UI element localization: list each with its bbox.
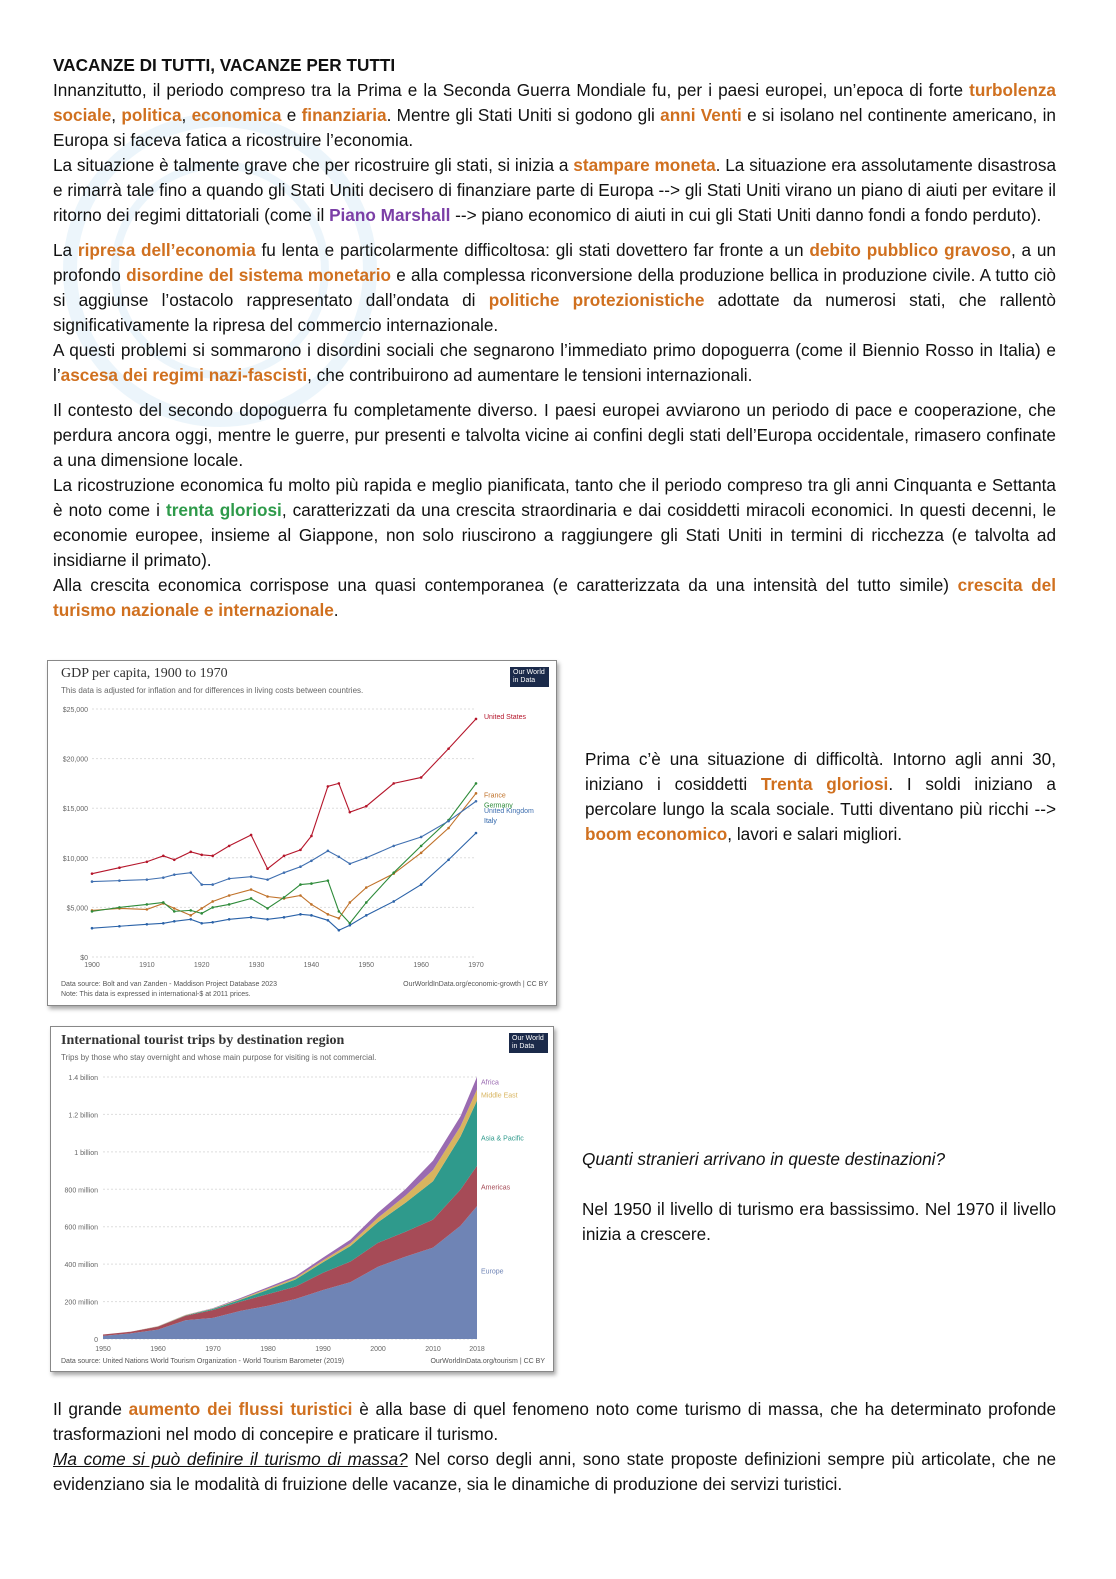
highlight: politiche protezionistiche — [488, 290, 705, 310]
data-point — [420, 776, 423, 779]
paragraph-7 — [53, 573, 1056, 623]
y-tick-label: 1.2 billion — [68, 1112, 98, 1120]
y-tick-label: $0 — [80, 955, 88, 962]
text: è alla base di quel fenomeno noto come turismo di massa, che ha determinato profonde trasformazioni nel modo di concepire e praticare il turismo. — [53, 1399, 1056, 1444]
paragraph-1 — [53, 78, 1056, 153]
x-tick-label: 1980 — [260, 1346, 276, 1353]
x-tick-label: 1970 — [205, 1346, 221, 1353]
data-point — [310, 859, 313, 862]
chart-note: Note: This data is expressed in international-$ at 2011 prices. — [61, 991, 251, 998]
data-point — [228, 877, 231, 880]
data-point — [162, 922, 165, 925]
data-point — [146, 878, 149, 881]
data-point — [283, 916, 286, 919]
data-point — [250, 888, 253, 891]
data-point — [146, 903, 149, 906]
x-tick-label: 1900 — [84, 962, 100, 969]
data-point — [162, 901, 165, 904]
data-point — [392, 871, 395, 874]
data-point — [475, 782, 478, 785]
highlight: ascesa dei regimi nazi-fascisti — [60, 365, 308, 385]
data-point — [475, 832, 478, 835]
gdp-line-chart — [48, 661, 556, 1005]
side-note-2 — [582, 1147, 1056, 1247]
x-tick-label: 1990 — [315, 1346, 331, 1353]
data-point — [392, 900, 395, 903]
data-point — [299, 883, 302, 886]
data-point — [420, 883, 423, 886]
legend-label: Germany — [484, 802, 513, 810]
text: e alla complessa riconversione della produzione bellica in produzione civile. A tutto ciò si aggiunse l’ostacolo rappresentato dall’ondata di — [53, 265, 1056, 310]
x-tick-label: 1910 — [139, 962, 155, 969]
x-tick-label: 1950 — [358, 962, 375, 969]
document-body-end — [53, 1397, 1056, 1497]
data-point — [162, 876, 165, 879]
data-point — [200, 883, 203, 886]
x-tick-label: 1920 — [193, 962, 210, 969]
data-point — [200, 854, 203, 857]
paragraph-5: Il contesto del secondo dopoguerra fu completamente diverso. I paesi europei avviarono un periodo di pace e cooperazione, che perdura ancora oggi, mentre le guerre, pur presenti e talvolta vicine ai confini degli stati dell’Europa occidentale, rimasero confinate a una dimensione locale. — [53, 400, 1056, 470]
tourism-chart-figure — [50, 1026, 554, 1372]
y-tick-label: $20,000 — [62, 756, 88, 764]
x-tick-label: 2000 — [370, 1346, 386, 1353]
data-point — [211, 921, 214, 924]
chart-subtitle: This data is adjusted for inflation and for differences in living costs between countries. — [61, 686, 364, 695]
data-point — [349, 811, 352, 814]
y-tick-label: 600 million — [64, 1224, 98, 1232]
text: , — [181, 105, 192, 125]
text: , lavori e salari migliori. — [727, 824, 903, 844]
data-point — [283, 855, 286, 858]
data-point — [173, 910, 176, 913]
data-point — [162, 855, 165, 858]
data-point — [189, 909, 192, 912]
legend-label: Africa — [481, 1079, 499, 1087]
data-point — [338, 917, 341, 920]
data-point — [349, 901, 352, 904]
text: , a un profondo — [53, 240, 1056, 285]
highlight-purple: Piano Marshall — [329, 205, 451, 225]
series-line — [92, 783, 476, 923]
data-point — [200, 912, 203, 915]
data-point — [310, 903, 313, 906]
data-point — [310, 882, 313, 885]
x-tick-label: 2018 — [469, 1346, 485, 1353]
chart-title: International tourist trips by destination region — [61, 1033, 345, 1048]
paragraph-9 — [53, 1447, 1056, 1497]
data-point — [365, 857, 368, 860]
data-point — [200, 922, 203, 925]
data-point — [420, 836, 423, 839]
paragraph-3 — [53, 238, 1056, 338]
data-point — [447, 820, 450, 823]
data-point — [283, 896, 286, 899]
legend-label: Italy — [484, 818, 497, 826]
data-point — [349, 924, 352, 927]
paragraph-6 — [53, 473, 1056, 573]
series-line — [92, 719, 476, 874]
data-point — [365, 805, 368, 808]
data-point — [118, 866, 121, 869]
text: --> piano economico di aiuti in cui gli Stati Uniti danno fondi a fondo perduto). — [450, 205, 1042, 225]
data-point — [250, 875, 253, 878]
legend-label: Middle East — [481, 1092, 518, 1100]
series-line — [92, 833, 476, 930]
data-point — [349, 862, 352, 865]
y-tick-label: $15,000 — [62, 806, 88, 814]
text: adottate da numerosi stati, che rallentò significativamente la ripresa del commercio internazionale. — [53, 290, 1056, 335]
data-point — [420, 852, 423, 855]
x-tick-label: 1930 — [248, 962, 265, 969]
text: , che contribuirono ad aumentare le tensioni internazionali. — [307, 365, 753, 385]
data-point — [173, 907, 176, 910]
data-point — [475, 800, 478, 803]
data-point — [91, 872, 94, 875]
highlight: stampare moneta — [573, 155, 716, 175]
data-point — [338, 782, 341, 785]
chart-url: OurWorldInData.org/economic-growth | CC BY — [403, 981, 548, 988]
data-point — [310, 914, 313, 917]
x-tick-label: 2010 — [425, 1346, 441, 1353]
data-point — [211, 883, 214, 886]
paragraph-8 — [53, 1397, 1056, 1447]
data-point — [118, 879, 121, 882]
data-point — [173, 920, 176, 923]
x-tick-label: 1960 — [150, 1346, 166, 1353]
data-point — [189, 914, 192, 917]
question-underlined: Ma come si può definire il turismo di massa? — [53, 1449, 408, 1469]
data-point — [338, 856, 341, 859]
data-point — [250, 834, 253, 837]
text: e — [281, 105, 302, 125]
data-point — [173, 858, 176, 861]
data-point — [299, 849, 302, 852]
document-title: VACANZE DI TUTTI, VACANZE PER TUTTI — [53, 55, 396, 75]
document-body — [53, 53, 1056, 623]
highlight: economica — [191, 105, 282, 125]
highlight: aumento dei flussi turistici — [128, 1399, 353, 1419]
data-point — [266, 878, 269, 881]
text: Il grande — [53, 1399, 129, 1419]
data-point — [266, 918, 269, 921]
highlight-green: trenta gloriosi — [165, 500, 282, 520]
chart-source: Data source: Bolt and van Zanden - Maddison Project Database 2023 — [61, 981, 277, 988]
data-point — [91, 927, 94, 930]
data-point — [200, 907, 203, 910]
data-point — [250, 916, 253, 919]
legend-label: Asia & Pacific — [481, 1135, 524, 1143]
text: fu lenta e particolarmente difficoltosa: gli stati dovettero far fronte a un — [255, 240, 810, 260]
data-point — [283, 871, 286, 874]
y-tick-label: 1.4 billion — [68, 1075, 98, 1082]
text: e si isolano nel continente americano, in Europa si faceva fatica a ricostruire l’economia. — [53, 105, 1056, 150]
y-tick-label: 200 million — [64, 1299, 98, 1307]
data-point — [146, 860, 149, 863]
data-point — [266, 867, 269, 870]
highlight: boom economico — [585, 824, 728, 844]
data-point — [173, 873, 176, 876]
text: . La situazione era assolutamente disastrosa e rimarrà tale fino a quando gli Stati Uniti decisero di finanziare parte di Europa --> gli Stati Uniti virano un piano di aiuti per evitare il ritorno dei regimi dittatoriali (come il — [53, 155, 1057, 225]
data-point — [189, 851, 192, 854]
data-point — [447, 858, 450, 861]
data-point — [420, 845, 423, 848]
highlight: politica — [121, 105, 182, 125]
data-point — [228, 894, 231, 897]
text: Nel corso degli anni, sono state proposte definizioni sempre più articolate, che ne evidenziano sia le modalità di fruizione delle vacanze, sia le dinamiche di produzione dei servizi turistici. — [53, 1449, 1057, 1494]
data-point — [338, 929, 341, 932]
data-point — [365, 886, 368, 889]
y-tick-label: 0 — [94, 1337, 98, 1344]
legend-label: Americas — [481, 1184, 511, 1192]
data-point — [299, 894, 302, 897]
text: , caratterizzati da una crescita straordinaria e dai cosiddetti miracoli economici. In questi decenni, le economie europee, insieme al Giappone, non solo riuscirono a raggiungere gli Stati Uniti in termini di ricchezza (e talvolta ad insidiarne il primato). — [53, 500, 1056, 570]
text: Innanzitutto, il periodo compreso tra la Prima e la Seconda Guerra Mondiale fu, per i paesi europei, un’epoca di forte — [53, 80, 970, 100]
data-point — [392, 782, 395, 785]
data-point — [91, 910, 94, 913]
data-point — [327, 850, 330, 853]
legend-label: United Kingdom — [484, 808, 534, 816]
legend-label: Europe — [481, 1268, 504, 1276]
highlight: debito pubblico gravoso — [809, 240, 1011, 260]
highlight: crescita del turismo nazionale e internazionale — [53, 575, 1056, 620]
owid-logo: Our World in Data — [510, 667, 549, 687]
data-point — [475, 792, 478, 795]
owid-logo: Our World in Data — [509, 1033, 548, 1053]
data-point — [146, 908, 149, 911]
x-tick-label: 1940 — [303, 962, 320, 969]
highlight: turbolenza sociale — [53, 80, 1056, 125]
chart-url: OurWorldInData.org/tourism | CC BY — [430, 1358, 545, 1365]
tourism-area-chart — [51, 1027, 553, 1371]
side-question: Quanti stranieri arrivano in queste destinazioni? — [582, 1149, 946, 1169]
data-point — [365, 901, 368, 904]
paragraph-2 — [53, 153, 1056, 228]
text: La — [53, 240, 78, 260]
data-point — [447, 827, 450, 830]
data-point — [299, 865, 302, 868]
paragraph-4 — [53, 338, 1056, 388]
data-point — [475, 718, 478, 721]
side-note-1 — [585, 747, 1056, 847]
gdp-chart-figure — [47, 660, 557, 1006]
data-point — [211, 906, 214, 909]
data-point — [299, 913, 302, 916]
highlight: ripresa dell’economia — [77, 240, 256, 260]
chart-source: Data source: United Nations World Tourism Organization - World Tourism Barometer (2019) — [61, 1358, 345, 1365]
y-tick-label: 800 million — [64, 1187, 98, 1195]
data-point — [118, 925, 121, 928]
data-point — [327, 785, 330, 788]
highlight: finanziaria — [301, 105, 387, 125]
y-tick-label: $10,000 — [62, 855, 88, 863]
side-answer: Nel 1950 il livello di turismo era bassissimo. Nel 1970 il livello inizia a crescere. — [582, 1199, 1056, 1244]
data-point — [228, 903, 231, 906]
data-point — [365, 914, 368, 917]
text: Alla crescita economica corrispose una quasi contemporanea (e caratterizzata da una intensità del tutto simile) — [53, 575, 958, 595]
data-point — [211, 900, 214, 903]
text: A questi problemi si sommarono i disordini sociali che segnarono l’immediato primo dopoguerra (come il Biennio Rosso in Italia) e l’ — [53, 340, 1056, 385]
y-tick-label: $25,000 — [62, 707, 88, 714]
data-point — [250, 897, 253, 900]
data-point — [338, 910, 341, 913]
data-point — [189, 918, 192, 921]
data-point — [146, 923, 149, 926]
chart-title: GDP per capita, 1900 to 1970 — [61, 666, 228, 681]
legend-label: France — [484, 792, 506, 800]
data-point — [327, 913, 330, 916]
data-point — [189, 871, 192, 874]
text: La ricostruzione economica fu molto più rapida e meglio pianificata, tanto che il periodo compreso tra gli anni Cinquanta e Settanta è noto come i — [53, 475, 1056, 520]
highlight: anni Venti — [660, 105, 742, 125]
data-point — [327, 919, 330, 922]
y-tick-label: 1 billion — [74, 1149, 98, 1157]
chart-subtitle: Trips by those who stay overnight and whose main purpose for visiting is not commercial. — [61, 1053, 377, 1062]
y-tick-label: 400 million — [64, 1262, 98, 1270]
text: Prima c’è una situazione di difficoltà. Intorno agli anni 30, iniziano i cosiddetti — [585, 749, 1056, 794]
y-tick-label: $5,000 — [66, 905, 88, 913]
highlight: Trenta gloriosi — [760, 774, 889, 794]
text: . Mentre gli Stati Uniti si godono gli — [386, 105, 661, 125]
data-point — [392, 845, 395, 848]
data-point — [118, 906, 121, 909]
highlight: disordine del sistema monetario — [126, 265, 392, 285]
data-point — [327, 879, 330, 882]
data-point — [266, 895, 269, 898]
x-tick-label: 1960 — [413, 962, 429, 969]
x-tick-label: 1950 — [95, 1346, 111, 1353]
data-point — [228, 845, 231, 848]
data-point — [228, 918, 231, 921]
legend-label: United States — [484, 713, 527, 721]
data-point — [266, 907, 269, 910]
data-point — [91, 880, 94, 883]
data-point — [310, 835, 313, 838]
data-point — [447, 747, 450, 750]
text: La situazione è talmente grave che per ricostruire gli stati, si inizia a — [53, 155, 574, 175]
data-point — [211, 855, 214, 858]
x-tick-label: 1970 — [468, 962, 484, 969]
text: . I soldi iniziano a percolare lungo la scala sociale. Tutti diventano più ricchi --> — [585, 774, 1056, 819]
text: . — [333, 600, 339, 620]
text: , — [111, 105, 122, 125]
